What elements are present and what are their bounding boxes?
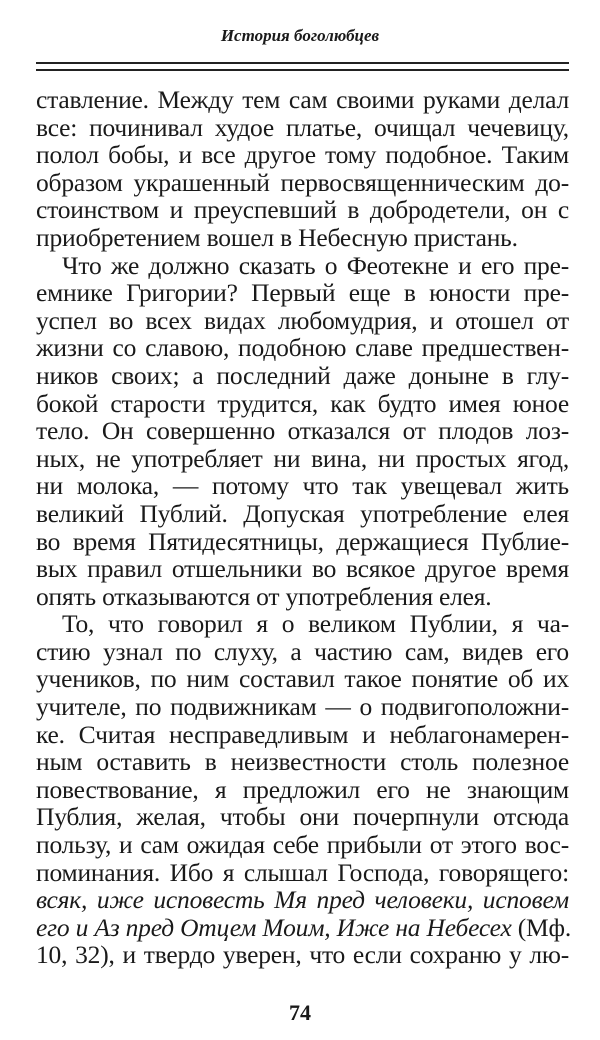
text-segment: вых правил отшельники во всякое другое время [36,554,569,584]
text-line [36,279,569,307]
text-line [36,86,569,114]
text-segment: бокой старости трудится, как будто имея юное [36,388,569,418]
text-line [36,941,569,969]
italic-quote-text: всяк, иже исповесть Мя пред человеки, исповем [36,885,569,915]
paragraph [36,86,569,252]
text-line [36,555,569,583]
text-segment: ке. Считая несправедливым и неблагонамерен- [36,719,569,749]
text-segment: ставление. Между тем сам своими руками делал [36,85,569,114]
text-segment: учеников, по ним составил такое понятие об их [36,664,569,694]
running-header-title: История боголюбцев [220,26,380,45]
text-line [36,912,572,942]
text-segment: полол бобы, и все другое тому подобное. Таким [36,140,569,170]
paragraph [36,609,572,970]
text-segment: (Мф. [511,912,572,942]
text-segment: образом украшенный первосвященническим до- [36,167,569,197]
text-segment: То, что говорил я о великом Публии, я ча- [62,609,569,639]
text-line [36,472,569,500]
text-line [36,748,569,776]
body-text [36,85,572,970]
text-line [36,665,569,693]
text-line [36,528,569,556]
header-rule-bottom [36,69,569,71]
text-segment: поминания. Ибо я слышал Господа, говорящего: [36,857,569,887]
text-segment: приобретением вошел в Небесную пристань. [36,222,518,252]
text-line [36,583,569,611]
text-line [36,196,569,224]
text-segment: пользу, и сам ожидая себе прибыли от этого вос- [36,830,569,860]
paragraph [36,252,569,611]
text-line [36,224,569,252]
text-line [36,141,569,169]
text-segment: опять отказываются от употребления елея. [36,581,492,611]
header-rule-top [36,62,569,64]
text-segment: ников своих; а последний даже доныне в глу- [36,360,569,390]
italic-quote-text: его и Аз пред Отцем Моим, Иже на Небесех [36,912,512,942]
text-line [36,886,569,914]
text-line [36,417,569,445]
text-segment: учителе, по подвижникам — о подвигоположни- [36,692,569,722]
text-segment: во время Пятидесятницы, держащиеся Публие- [36,526,569,556]
text-line [36,776,569,804]
text-line [36,390,569,418]
text-segment: Что же должно сказать о Феотекне и его пре- [62,250,569,280]
text-segment: все: починивал худое платье, очищал чечевицу, [36,112,569,142]
text-line [36,693,569,721]
text-line [36,859,569,887]
text-line [36,252,569,280]
text-line [36,803,569,831]
text-line [36,638,569,666]
text-line [36,114,569,142]
text-line [36,169,569,197]
text-line [36,721,569,749]
text-line [36,307,569,335]
text-segment: тело. Он совершенно отказался от плодов лоз- [36,416,569,446]
text-line [36,362,569,390]
text-segment: ных, не употребляет ни вина, ни простых ягод, [36,443,569,473]
text-segment: Публия, желая, чтобы они почерпнули отсюда [36,802,569,832]
text-segment: емнике Григории? Первый еще в юности пре- [36,278,569,308]
text-segment: стоинством и преуспевший в добродетели, он с [36,195,569,225]
text-segment: повествование, я предложил его не знающим [36,774,569,804]
page-number: 74 [289,1000,311,1025]
text-segment: ни молока, — потому что так увещевал жить [36,471,569,501]
text-segment: жизни со славою, подобною славе предшествен- [36,333,569,363]
text-line [36,500,569,528]
text-segment: ным оставить в неизвестности столь полезное [36,747,569,777]
text-segment: 10, 32), и твердо уверен, что если сохраню у лю- [36,940,569,970]
text-line [36,445,569,473]
text-line [36,610,569,638]
text-segment: великий Публий. Допуская употребление елея [36,498,569,528]
text-segment: стию узнал по слуху, а частию сам, видев его [36,636,569,666]
text-line [36,334,569,362]
text-segment: успел во всех видах любомудрия, и отошел от [36,305,569,335]
text-line [36,831,569,859]
